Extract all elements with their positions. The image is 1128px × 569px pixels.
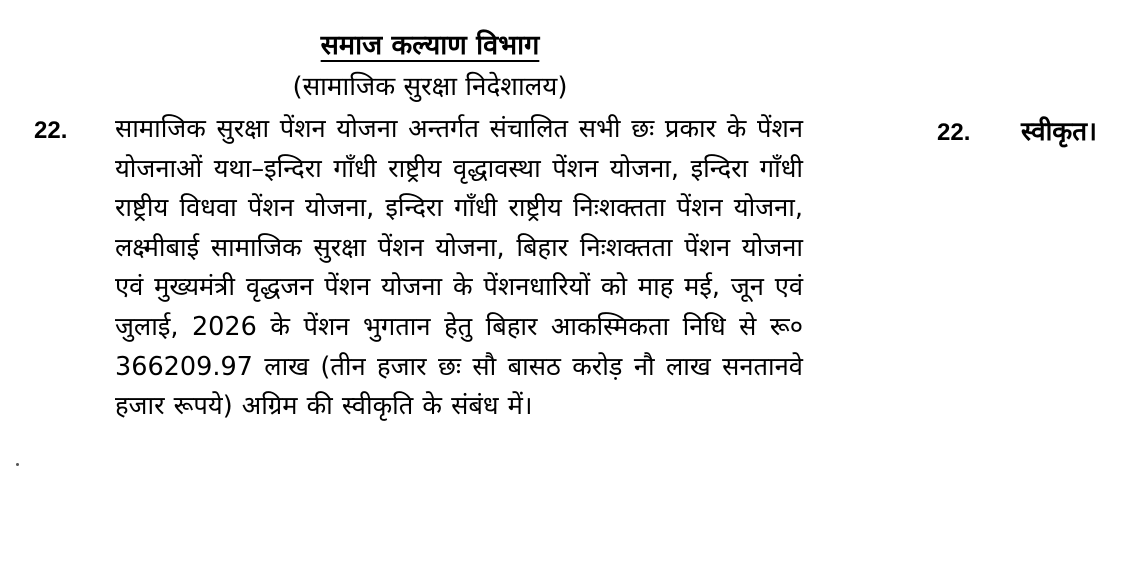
decision-column	[937, 112, 1097, 148]
directorate-subtitle: (सामाजिक सुरक्षा निदेशालय)	[292, 72, 568, 102]
decision-status: स्वीकृत।	[1021, 117, 1097, 147]
decision-item-number: 22.	[937, 119, 971, 146]
agenda-item-text: सामाजिक सुरक्षा पेंशन योजना अन्तर्गत संचालित सभी छः प्रकार के पेंशन योजनाओं यथा–इन्दिरा गाँधी राष्ट्रीय वृद्धावस्था पेंशन योजना, इन्दिरा गाँधी राष्ट्रीय विधवा पेंशन योजना, इन्दिरा गाँधी राष्ट्रीय निःशक्तता पेंशन योजना, लक्ष्मीबाई सामाजिक सुरक्षा पेंशन योजना, बिहार निःशक्तता पेंशन योजना एवं मुख्यमंत्री वृद्धजन पेंशन योजना के पेंशनधारियों को माह मई, जून एवं जुलाई, 2026 के पेंशन भुगतान हेतु बिहार आकस्मिकता निधि से रू० 366209.97 लाख (तीन हजार छः सौ बासठ करोड़ नौ लाख सनतानवे हजार रूपये) अग्रिम की स्वीकृति के संबंध में।	[115, 114, 803, 422]
heading-block	[245, 28, 615, 105]
agenda-item-number: 22.	[34, 117, 68, 144]
department-title: समाज कल्याण विभाग	[320, 30, 540, 61]
scan-speck	[16, 463, 19, 466]
